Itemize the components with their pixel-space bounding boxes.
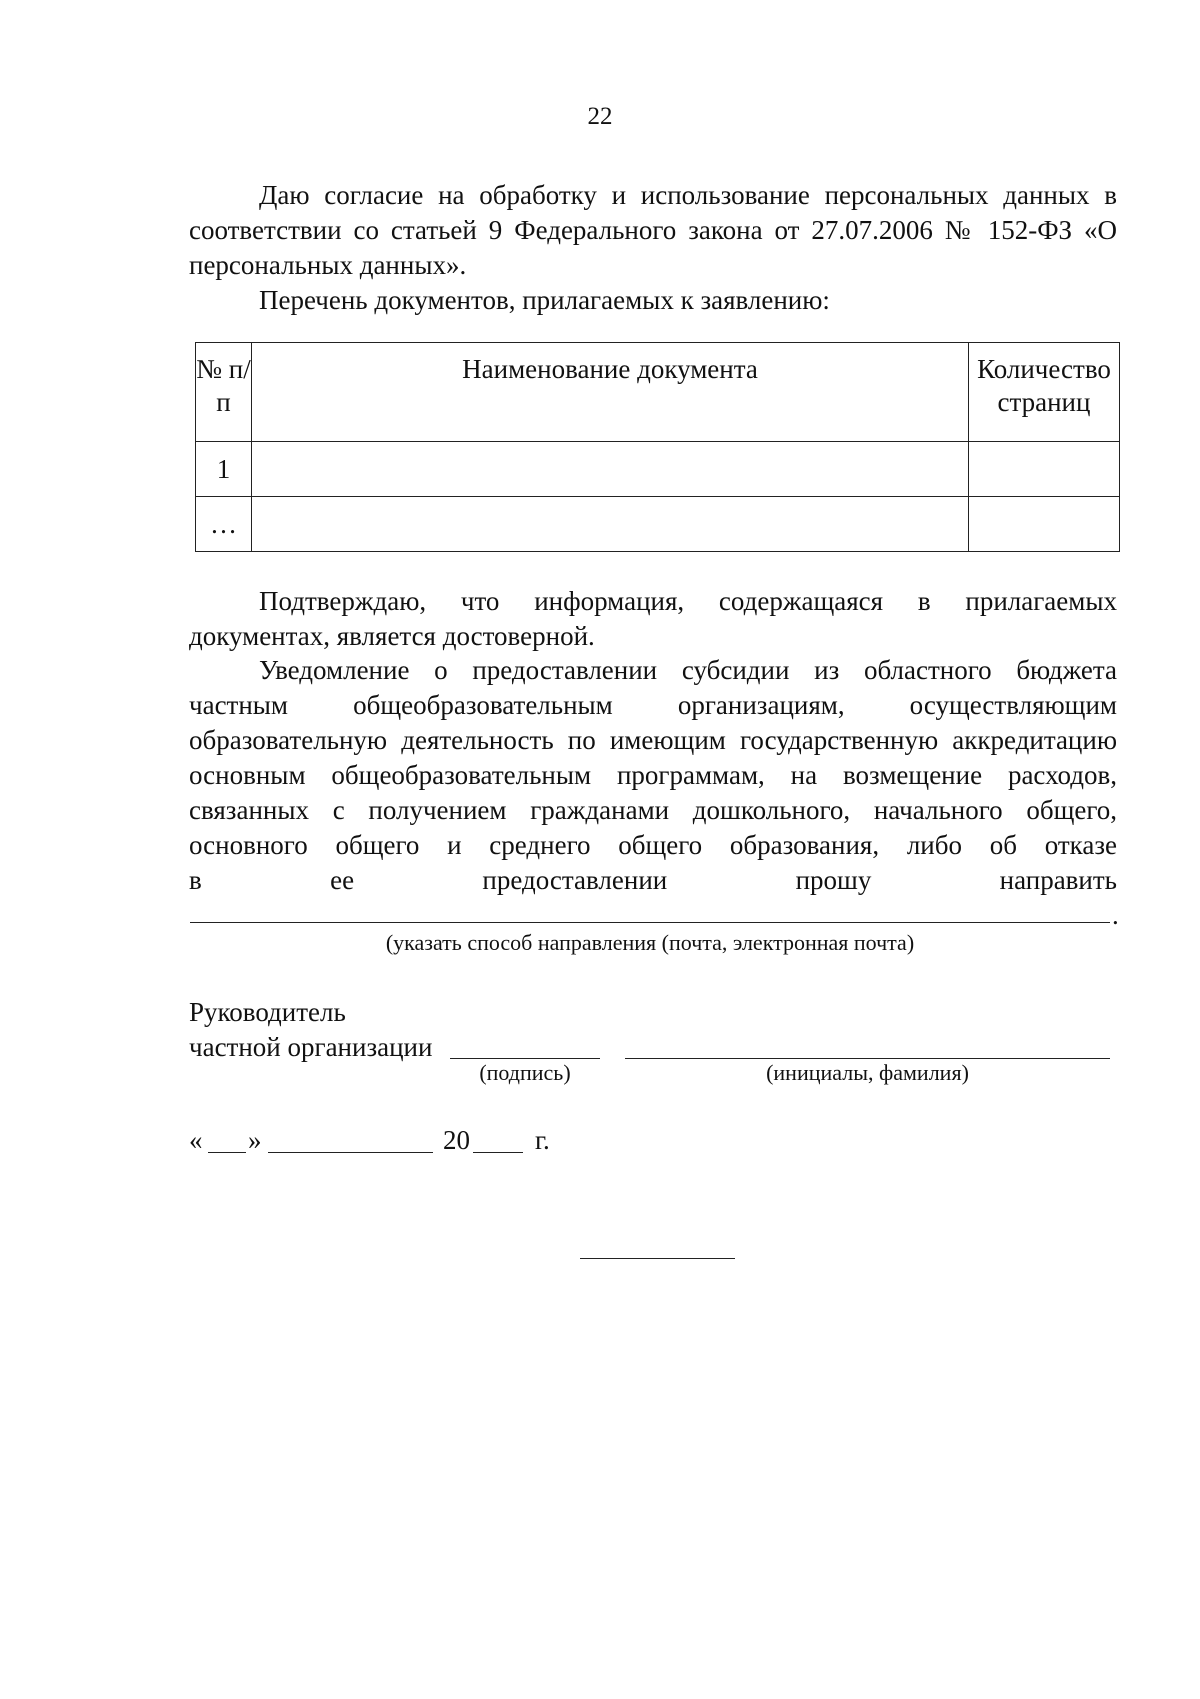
date-year-suffix: г. [535,1125,550,1155]
consent-paragraph [189,178,1117,283]
name-line [625,1058,1110,1059]
notice-line: образовательную деятельность по имеющим государственную аккредитацию [189,725,1117,755]
date-open-quote: « [189,1125,203,1155]
cell-num: … [196,497,252,552]
cell-pages [969,497,1120,552]
notice-paragraph [189,653,1117,898]
header-pages-text: Количество страниц [977,354,1111,417]
table-row [196,442,1120,497]
signatory-title-line1: Руководитель [189,997,346,1027]
cell-name [252,442,969,497]
notice-line: связанных с получением гражданами дошкольного, начального общего, [189,795,1117,825]
confirm-text: Подтверждаю, что информация, содержащаяся в прилагаемых документах, является достоверной. [189,586,1117,651]
header-num [196,343,252,442]
consent-text: Даю согласие на обработку и использование персональных данных в соответствии со статьей 9 Федерального закона от 27.07.2006 № 152-ФЗ «О персональных данных». [189,180,1117,280]
documents-table [195,342,1120,552]
cell-pages [969,442,1120,497]
name-caption: (инициалы, фамилия) [766,1060,969,1085]
list-intro-paragraph [189,283,1117,318]
cell-num: 1 [196,442,252,497]
date-year-line [473,1152,523,1153]
header-name-text: Наименование документа [462,354,758,384]
cell-name [252,497,969,552]
page-number: 22 [587,103,613,130]
header-num-text: № п/п [196,354,251,417]
date-close-quote: » [248,1125,262,1155]
date-month-line [268,1152,433,1153]
table-row [196,497,1120,552]
signature-caption: (подпись) [479,1060,571,1085]
table-header-row [196,343,1120,442]
method-field-line [190,922,1110,923]
end-divider [580,1258,735,1259]
method-caption: (указать способ направления (почта, электронная почта) [385,930,915,955]
header-name [252,343,969,442]
notice-line: Уведомление о предоставлении субсидии из областного бюджета [259,655,1117,685]
method-period: . [1112,900,1119,930]
header-pages [969,343,1120,442]
notice-line: частным общеобразовательным организациям, осуществляющим [189,690,1117,720]
signatory-title-line2: частной организации [189,1032,433,1062]
date-day-line [208,1152,246,1153]
confirm-paragraph [189,584,1117,654]
notice-line: основного общего и среднего общего образования, либо об отказе [189,830,1117,860]
date-year-prefix: 20 [443,1125,470,1155]
notice-line: в ее предоставлении прошу направить [189,865,1117,895]
list-intro-text: Перечень документов, прилагаемых к заявлению: [259,285,830,315]
notice-line: основным общеобразовательным программам, на возмещение расходов, [189,760,1117,790]
signature-line [450,1058,600,1059]
